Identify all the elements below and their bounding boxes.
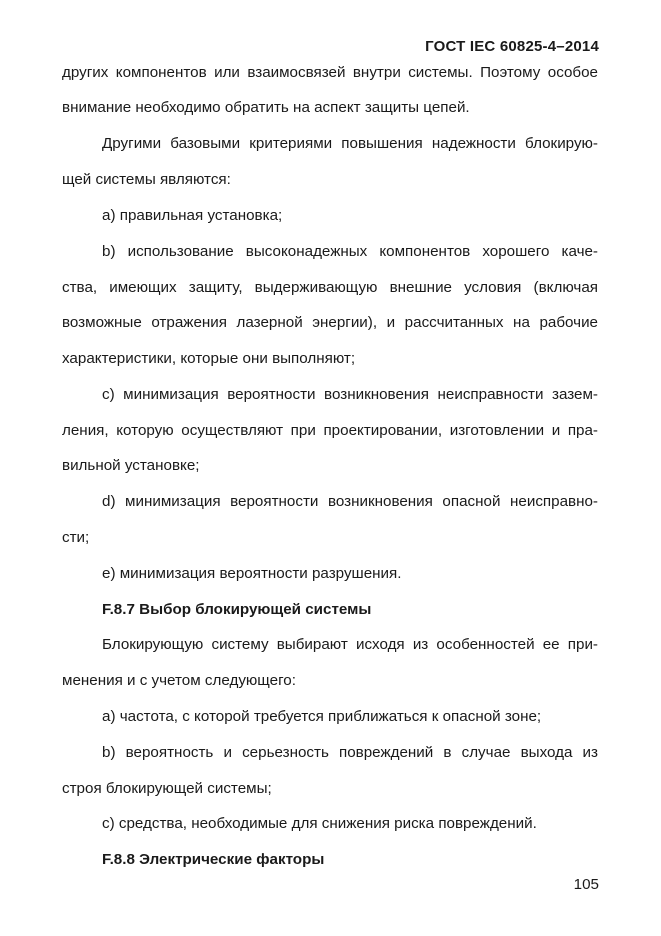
list-item: е) минимизация вероятности разрушения.: [102, 565, 402, 582]
text-line: возможные отражения лазерной энергии), и рассчитанных на рабочие: [62, 314, 598, 331]
text-line: внимание необходимо обратить на аспект защиты цепей.: [62, 99, 470, 116]
list-item: с) минимизация вероятности возникновения неисправности зазем-: [102, 386, 598, 403]
page-number: 105: [573, 876, 599, 893]
text-line: щей системы являются:: [62, 171, 231, 188]
document-header: ГОСТ IEC 60825-4–2014: [425, 38, 599, 55]
text-line: вильной установке;: [62, 457, 200, 474]
list-item: d) минимизация вероятности возникновения опасной неисправно-: [102, 493, 598, 510]
section-heading: F.8.8 Электрические факторы: [102, 851, 325, 868]
text-line: ления, которую осуществляют при проектировании, изготовлении и пра-: [62, 422, 598, 439]
text-line: ства, имеющих защиту, выдерживающую внешние условия (включая: [62, 279, 598, 296]
text-line: менения и с учетом следующего:: [62, 672, 296, 689]
section-heading: F.8.7 Выбор блокирующей системы: [102, 601, 372, 618]
list-item: b) вероятность и серьезность повреждений в случае выхода из: [102, 744, 598, 761]
text-line: сти;: [62, 529, 90, 546]
text-line: других компонентов или взаимосвязей внутри системы. Поэтому особое: [62, 64, 598, 81]
list-item: а) частота, с которой требуется приближаться к опасной зоне;: [102, 708, 542, 725]
text-line: характеристики, которые они выполняют;: [62, 350, 356, 367]
list-item: с) средства, необходимые для снижения риска повреждений.: [102, 815, 537, 832]
text-line: строя блокирующей системы;: [62, 780, 272, 797]
text-line: Другими базовыми критериями повышения надежности блокирую-: [102, 135, 598, 152]
text-line: Блокирующую систему выбирают исходя из особенностей ее при-: [102, 636, 598, 653]
list-item: b) использование высоконадежных компонентов хорошего каче-: [102, 243, 598, 260]
list-item: а) правильная установка;: [102, 207, 283, 224]
